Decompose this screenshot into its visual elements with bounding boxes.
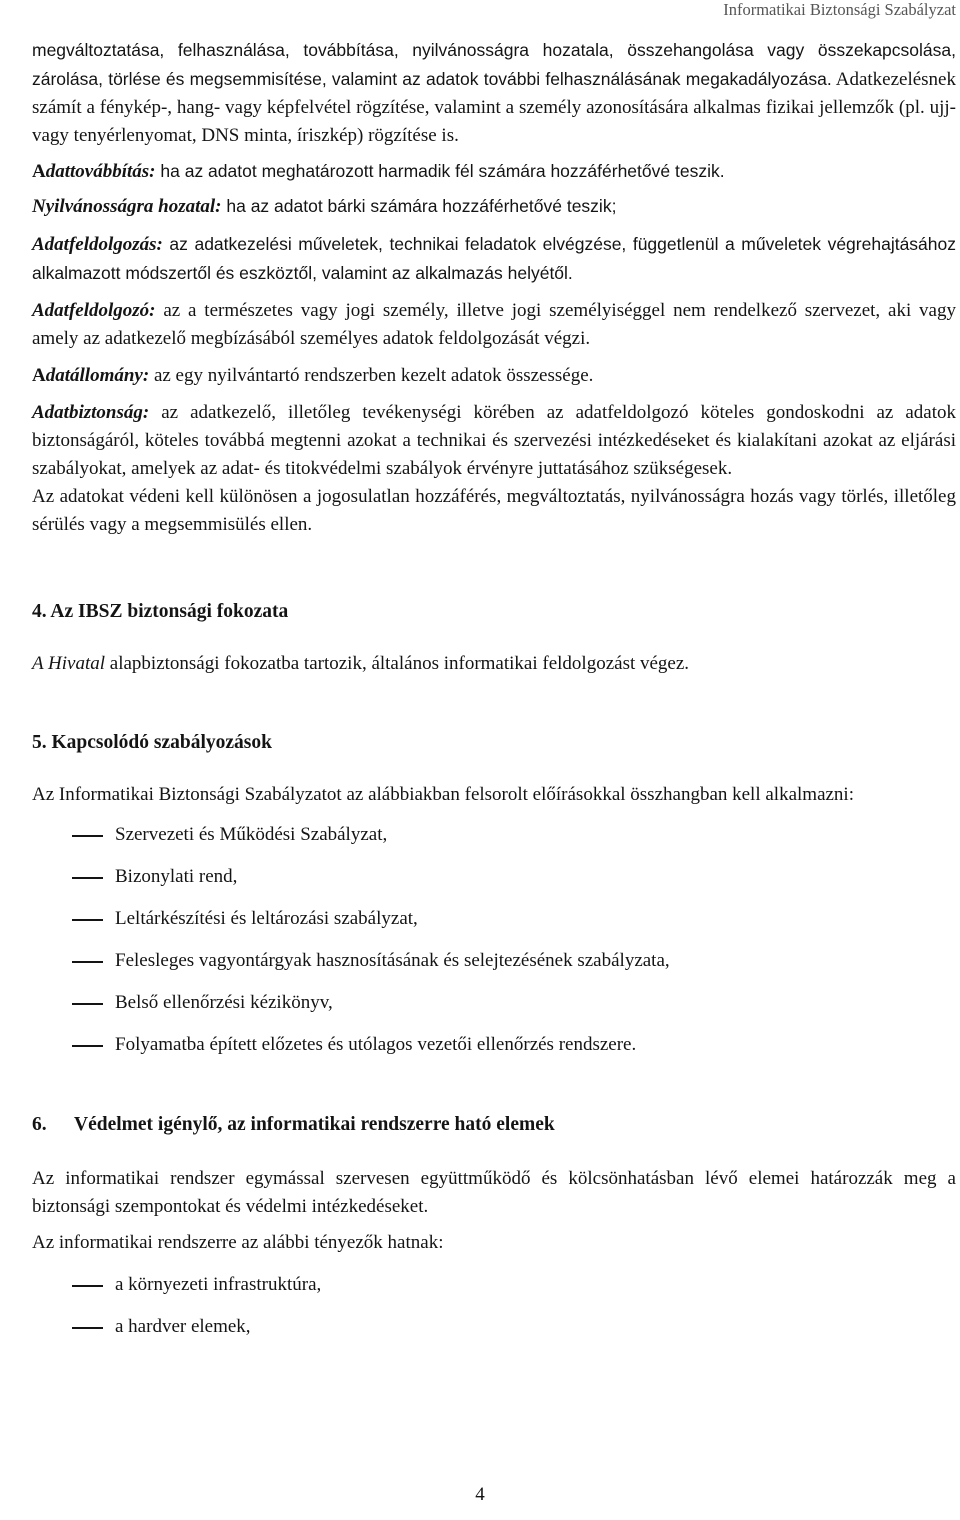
page-number: 4 [475,1484,485,1505]
list-item: a környezeti infrastruktúra, [32,1271,956,1299]
term-adatfeldolgozo: Adatfeldolgozó: [32,300,156,321]
section-6-number: 6. [32,1114,47,1135]
continuation-text-2: Adatkezelésnek számít a fénykép-, hang- vagy képfelvétel rögzítése, valamint a személy azonosítására alkalmas fizikai jellemzők (pl. ujj- vagy tenyérlenyomat, DNS minta, íriszkép) rögzítése is. [32,69,956,146]
section-4-heading: 4. Az IBSZ biztonsági fokozata [32,601,289,622]
definition-adatbiztonsag [32,399,956,483]
section-6-paragraph-1: Az informatikai rendszer egymással szervesen együttműködő és kölcsönhatásban lévő elemei határozzák meg a biztonsági szempontokat és védelmi intézkedéseket. [32,1168,956,1217]
section-5-intro: Az Informatikai Biztonsági Szabályzatot az alábbiakban felsorolt előírásokkal összhangban kell alkalmazni: [32,784,854,805]
definition-nyilvanossagra-hozatal [32,192,956,221]
term-adatfeldolgozas: Adatfeldolgozás: [32,234,163,255]
definition-continuation [32,36,956,150]
definition-text: ha az adatot bárki számára hozzáférhetővé teszik; [221,196,617,216]
protection-paragraph: Az adatokat védeni kell különösen a jogosulatlan hozzáférés, megváltoztatás, nyilvánosságra hozás vagy törlés, illetőleg sérülés vagy a megsemmisülés ellen. [32,486,956,535]
running-header: Informatikai Biztonsági Szabályzat [723,0,956,19]
definition-adattovabbitas [32,157,956,186]
definition-text: az adatkezelési műveletek, technikai feladatok elvégzése, függetlenül a műveletek végrehajtásához alkalmazott módszertől és eszköztől, valamint az alkalmazás helyétől. [32,234,956,283]
section-4-paragraph [32,650,956,678]
definition-adatfeldolgozo [32,297,956,353]
hivatal-italic: A Hivatal [32,653,106,674]
term-nyilvanossagra-hozatal: Nyilvánosságra hozatal: [32,196,222,217]
list-item: Szervezeti és Működési Szabályzat, [32,821,956,849]
definitions-block [32,36,956,539]
list-item: Felesleges vagyontárgyak hasznosításának és selejtezésének szabályzata, [32,947,956,975]
section-6-heading [32,1111,956,1139]
section-6-paragraph-2: Az informatikai rendszerre az alábbi tényezők hatnak: [32,1232,444,1253]
continuation-text-1: megváltoztatása, felhasználása, továbbítása, nyilvánosságra hozatala, összehangolása vagy összekapcsolása, zárolása, törlése és megsemmisítése, valamint az adatok további felhasználásának megakadályozása. [32,40,956,89]
page-content [32,36,956,1341]
regulations-list [32,821,956,1059]
term-adatallomany: datállomány: [45,365,150,386]
section-5-heading: 5. Kapcsolódó szabályozások [32,732,272,753]
term-adattovabbitas: dattovábbítás: [45,161,156,182]
list-item: Leltárkészítési és leltározási szabályzat, [32,905,956,933]
section-4-text: alapbiztonsági fokozatba tartozik, általános informatikai feldolgozást végez. [105,653,690,674]
definition-text: az a természetes vagy jogi személy, illetve jogi személyiséggel nem rendelkező szervezet, aki vagy amely az adatkezelő megbízásából személyes adatok feldolgozását végzi. [32,300,956,349]
term-adatallomany-initial: A [32,365,46,386]
factors-list [32,1271,956,1341]
list-item: Bizonylati rend, [32,863,956,891]
list-item: Belső ellenőrzési kézikönyv, [32,989,956,1017]
definition-text: ha az adatot meghatározott harmadik fél számára hozzáférhetővé teszik. [155,161,725,181]
list-item: Folyamatba épített előzetes és utólagos vezetői ellenőrzés rendszere. [32,1031,956,1059]
definition-text: az egy nyilvántartó rendszerben kezelt adatok összessége. [149,365,594,386]
definition-text: az adatkezelő, illetőleg tevékenységi körében az adatfeldolgozó köteles gondoskodni az adatok biztonságáról, köteles továbbá megtenni azokat a technikai és szervezési intézkedéseket és kialakítani azokat az eljárási szabályokat, amelyek az adat- és titokvédelmi szabályok érvényre juttatásához szükségesek. [32,402,956,479]
section-6-title: Védelmet igénylő, az informatikai rendszerre ható elemek [74,1114,555,1135]
definition-adatallomany [32,362,956,390]
term-adattovabbitas-initial: A [32,161,46,182]
list-item: a hardver elemek, [32,1313,956,1341]
term-adatbiztonsag: Adatbiztonság: [32,402,150,423]
definition-adatfeldolgozas [32,230,956,288]
